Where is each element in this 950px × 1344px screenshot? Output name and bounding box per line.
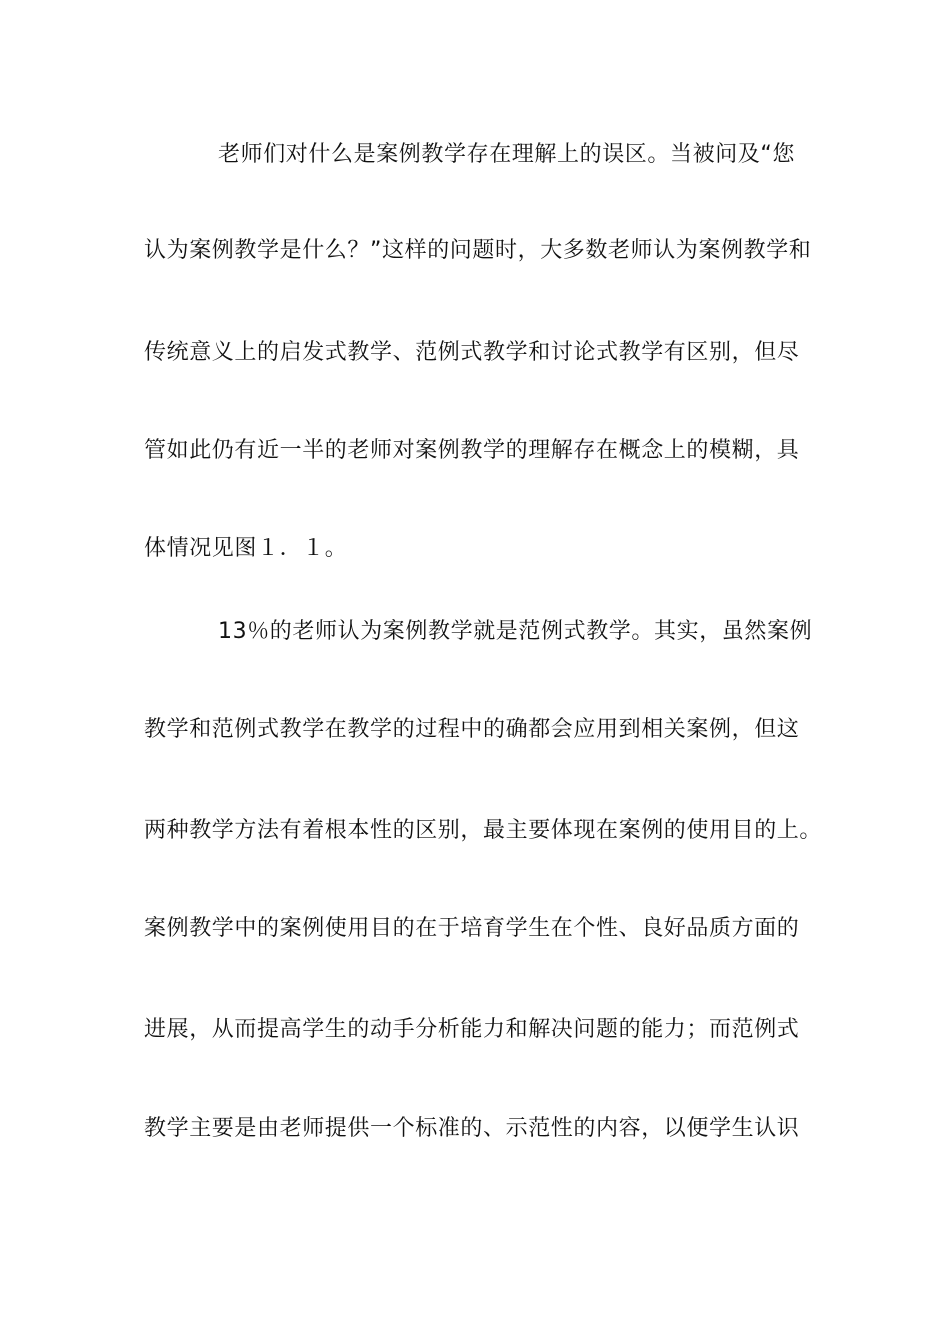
paragraph-2-line-6: 教学主要是由老师提供一个标准的、示范性的内容，以便学生认识 — [144, 1116, 800, 1141]
paragraph-1-line-2: 认为案例教学是什么？”这样的问题时，大多数老师认为案例教学和 — [144, 238, 812, 263]
paragraph-1-line-1: 老师们对什么是案例教学存在理解上的误区。当被问及“您 — [218, 142, 795, 167]
paragraph-2-line-3: 两种教学方法有着根本性的区别，最主要体现在案例的使用目的上。 — [144, 818, 823, 843]
paragraph-1-line-4: 管如此仍有近一半的老师对案例教学的理解存在概念上的模糊，具 — [144, 438, 800, 463]
paragraph-1-line-3: 传统意义上的启发式教学、范例式教学和讨论式教学有区别，但尽 — [144, 340, 800, 365]
paragraph-2-line-5: 进展，从而提高学生的动手分析能力和解决问题的能力；而范例式 — [144, 1017, 800, 1042]
paragraph-2-line-1: 13％的老师认为案例教学就是范例式教学。其实，虽然案例 — [218, 619, 813, 644]
paragraph-1-line-5: 体情况见图１．１。 — [144, 536, 348, 561]
paragraph-2-line-4: 案例教学中的案例使用目的在于培育学生在个性、良好品质方面的 — [144, 916, 800, 941]
paragraph-2-line-2: 教学和范例式教学在教学的过程中的确都会应用到相关案例，但这 — [144, 717, 800, 742]
